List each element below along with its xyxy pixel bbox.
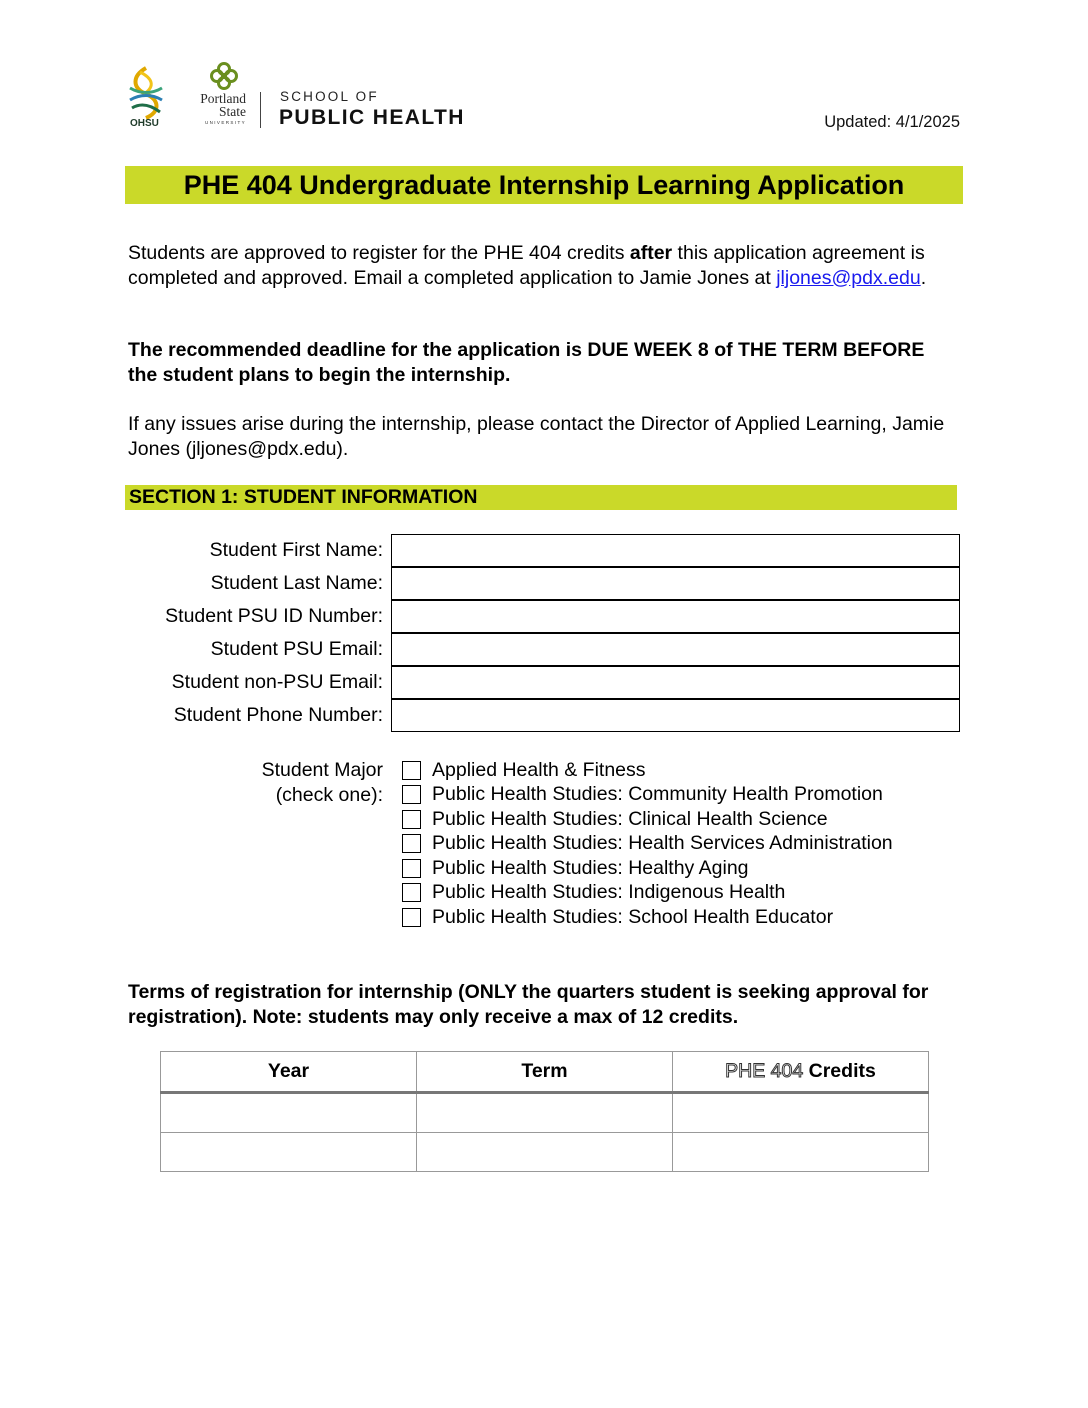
last-name-label: Student Last Name: bbox=[210, 572, 383, 594]
logo-divider bbox=[260, 92, 261, 128]
major-option-label: Public Health Studies: Community Health Promotion bbox=[432, 783, 883, 806]
credits-header-prefix: PHE 404 bbox=[725, 1060, 804, 1082]
terms-table-header-row bbox=[161, 1052, 929, 1093]
credits-header-suffix: Credits bbox=[803, 1060, 876, 1082]
table-row bbox=[161, 1093, 929, 1133]
psu-email-field[interactable] bbox=[391, 633, 960, 666]
table-row bbox=[161, 1133, 929, 1172]
non-psu-email-field[interactable] bbox=[391, 666, 960, 699]
psu-logo-name-line2: State bbox=[219, 104, 246, 119]
psu-logo bbox=[182, 62, 246, 132]
contact-paragraph: If any issues arise during the internship, please contact the Director of Applied Learning, Jamie Jones (jljones@pdx.edu). bbox=[128, 413, 945, 460]
first-name-label: Student First Name: bbox=[209, 539, 383, 561]
major-option-community-health-promotion[interactable] bbox=[402, 783, 893, 808]
year-cell[interactable] bbox=[161, 1133, 417, 1172]
major-checkbox-list bbox=[402, 758, 893, 930]
major-option-health-services-administration[interactable] bbox=[402, 832, 893, 857]
school-of-label: SCHOOL OF bbox=[280, 89, 379, 104]
year-column-header: Year bbox=[161, 1052, 417, 1093]
major-option-label: Public Health Studies: Indigenous Health bbox=[432, 881, 786, 904]
ohsu-logo bbox=[126, 64, 166, 132]
student-major-label bbox=[262, 758, 383, 807]
checkbox[interactable] bbox=[402, 834, 421, 853]
deadline-paragraph: The recommended deadline for the application is DUE WEEK 8 of THE TERM BEFORE the student plans to begin the internship. bbox=[128, 339, 925, 386]
credits-cell[interactable] bbox=[673, 1093, 929, 1133]
psu-logo-name bbox=[182, 92, 246, 118]
psu-logo-name-line1: Portland bbox=[200, 91, 246, 106]
checkbox[interactable] bbox=[402, 859, 421, 878]
student-major-label-line2: (check one): bbox=[275, 783, 383, 806]
psu-logo-university: UNIVERSITY bbox=[204, 120, 246, 125]
terms-table bbox=[160, 1051, 929, 1172]
first-name-field[interactable] bbox=[391, 534, 960, 567]
page-title: PHE 404 Undergraduate Internship Learning Application bbox=[183, 170, 905, 200]
major-option-label: Applied Health & Fitness bbox=[432, 758, 646, 781]
major-option-label: Public Health Studies: School Health Educator bbox=[432, 905, 834, 928]
term-column-header: Term bbox=[417, 1052, 673, 1093]
student-major-label-line1: Student Major bbox=[261, 759, 383, 781]
credits-cell[interactable] bbox=[673, 1133, 929, 1172]
term-cell[interactable] bbox=[417, 1093, 673, 1133]
psu-id-field[interactable] bbox=[391, 600, 960, 633]
major-option-label: Public Health Studies: Health Services Administration bbox=[432, 832, 893, 855]
major-option-clinical-health-science[interactable] bbox=[402, 807, 893, 832]
major-option-label: Public Health Studies: Healthy Aging bbox=[432, 856, 749, 879]
section-title: SECTION 1: STUDENT INFORMATION bbox=[129, 486, 478, 508]
psu-email-label: Student PSU Email: bbox=[210, 638, 383, 660]
intro-text-end: . bbox=[920, 266, 927, 289]
major-option-applied-health-fitness[interactable] bbox=[402, 758, 893, 783]
major-option-school-health-educator[interactable] bbox=[402, 905, 893, 930]
checkbox[interactable] bbox=[402, 810, 421, 829]
checkbox[interactable] bbox=[402, 761, 421, 780]
header-logos bbox=[126, 62, 486, 134]
intro-text-2: this application agreement is completed and approved. Email a completed application to Jamie Jones at bbox=[128, 242, 925, 289]
non-psu-email-label: Student non-PSU Email: bbox=[171, 671, 383, 693]
ohsu-emblem-icon bbox=[126, 64, 166, 120]
phone-number-label: Student Phone Number: bbox=[173, 704, 383, 726]
credits-column-header bbox=[673, 1052, 929, 1093]
email-link[interactable]: jljones@pdx.edu bbox=[776, 266, 921, 289]
checkbox[interactable] bbox=[402, 785, 421, 804]
ohsu-logo-text: OHSU bbox=[130, 118, 159, 129]
intro-bold-after: after bbox=[629, 242, 673, 264]
phone-number-field[interactable] bbox=[391, 699, 960, 732]
checkbox[interactable] bbox=[402, 908, 421, 927]
psu-emblem-icon bbox=[210, 62, 238, 90]
year-cell[interactable] bbox=[161, 1093, 417, 1133]
checkbox[interactable] bbox=[402, 883, 421, 902]
updated-date: Updated: 4/1/2025 bbox=[824, 113, 960, 131]
major-option-indigenous-health[interactable] bbox=[402, 881, 893, 906]
intro-paragraph bbox=[128, 241, 958, 290]
psu-id-label: Student PSU ID Number: bbox=[165, 605, 383, 627]
term-cell[interactable] bbox=[417, 1133, 673, 1172]
major-option-label: Public Health Studies: Clinical Health Science bbox=[432, 807, 828, 830]
last-name-field[interactable] bbox=[391, 567, 960, 600]
intro-text-1: Students are approved to register for the PHE 404 credits bbox=[128, 242, 630, 264]
terms-intro: Terms of registration for internship (ONLY the quarters student is seeking approval for registration). Note: students may only receive a max of 12 credits. bbox=[128, 981, 929, 1028]
public-health-label: PUBLIC HEALTH bbox=[279, 106, 465, 129]
major-option-healthy-aging[interactable] bbox=[402, 856, 893, 881]
